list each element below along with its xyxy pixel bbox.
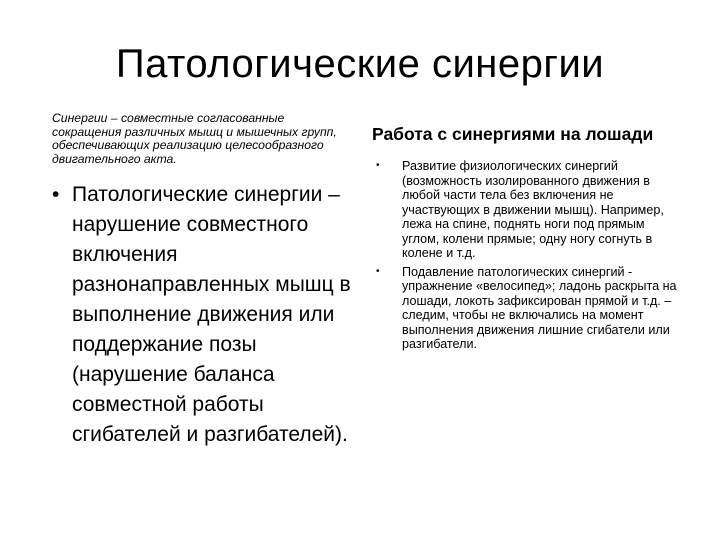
right-heading: Работа с синергиями на лошади (372, 124, 654, 144)
list-item-text: Подавление патологических синергий - упражнение «велосипед»; ладонь раскрыта на лошади, локоть зафиксирован прямой и т.д. – следим, чтобы не включались на момент выполнения движения лишние сгибатели или разгибатели. (402, 264, 677, 351)
bullet-icon: • (376, 160, 380, 171)
slide-title: Патологические синергии (115, 42, 605, 86)
bullet-icon: • (52, 183, 60, 206)
list-item (372, 159, 682, 261)
main-bullet-item (52, 180, 362, 450)
right-bullet-list (372, 159, 682, 352)
definition-text: Синергии – совместные согласованные сокращения различных мышц и мышечных групп, обеспечивающих реализацию целесообразного двигательного акта. (52, 111, 337, 166)
main-bullet-text: Патологические синергии – нарушение совместного включения разнонаправленных мышц в выполнение движения или поддержание позы (нарушение баланса совместной работы сгибателей и разгибателей). (72, 183, 351, 446)
left-column (52, 112, 352, 166)
list-item (372, 265, 682, 352)
bullet-icon: • (376, 265, 380, 277)
right-column (372, 124, 682, 356)
list-item-text: Развитие физиологических синергий (возможность изолированного движения в любой части тела без включения не участвующих в движении мышц). Например, лежа на спине, поднять ноги под прямым углом, колени прямые; одну ногу согнуть в колене и т.д. (402, 159, 664, 260)
